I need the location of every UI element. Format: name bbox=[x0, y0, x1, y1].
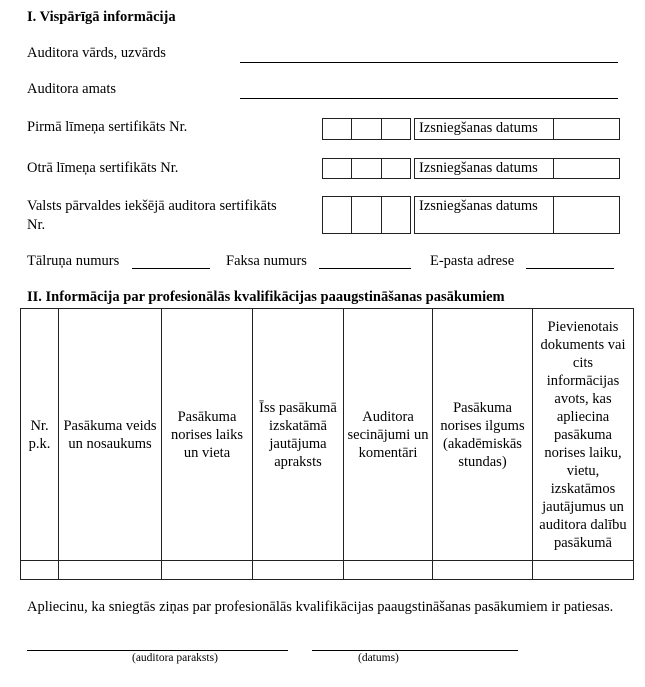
signature-field[interactable] bbox=[27, 650, 288, 651]
issue-date-label: Izsniegšanas datums bbox=[415, 159, 554, 178]
table-cell[interactable] bbox=[59, 561, 162, 580]
column-header: Īss pasākumā izskatāmā jautājuma apraksts bbox=[253, 309, 344, 561]
phone-label: Tālruņa numurs bbox=[27, 253, 120, 269]
date-caption: (datums) bbox=[358, 652, 399, 664]
table-cell[interactable] bbox=[344, 561, 433, 580]
cert1-date-box bbox=[414, 118, 620, 140]
date-field[interactable] bbox=[312, 650, 518, 651]
cert3-label-line2: Nr. bbox=[27, 217, 46, 233]
table-cell[interactable] bbox=[253, 561, 344, 580]
digit-cell[interactable] bbox=[352, 159, 381, 178]
cert2-date-field[interactable] bbox=[554, 159, 619, 178]
table-cell[interactable] bbox=[433, 561, 533, 580]
cert2-date-box bbox=[414, 158, 620, 179]
email-field[interactable] bbox=[526, 268, 614, 269]
position-field[interactable] bbox=[240, 98, 618, 99]
digit-cell[interactable] bbox=[323, 197, 352, 233]
cert1-number-field[interactable] bbox=[322, 118, 411, 140]
table-cell[interactable] bbox=[533, 561, 634, 580]
column-header: Pasākuma norises laiks un vieta bbox=[162, 309, 253, 561]
table-header-row bbox=[21, 309, 634, 561]
cert3-date-field[interactable] bbox=[554, 197, 619, 233]
name-label: Auditora vārds, uzvārds bbox=[27, 45, 166, 61]
cert1-label: Pirmā līmeņa sertifikāts Nr. bbox=[27, 119, 188, 135]
column-header: Nr. p.k. bbox=[21, 309, 59, 561]
column-header: Auditora secinājumi un komentāri bbox=[344, 309, 433, 561]
column-header: Pievienotais dokuments vai cits informācijas avots, kas apliecina pasākuma norises laiku, vietu, izskatāmos jautājumus un auditora dalību pasākumā bbox=[533, 309, 634, 561]
cert2-label: Otrā līmeņa sertifikāts Nr. bbox=[27, 160, 179, 176]
events-table bbox=[20, 308, 634, 580]
issue-date-label: Izsniegšanas datums bbox=[415, 119, 554, 139]
fax-label: Faksa numurs bbox=[226, 253, 307, 269]
position-label: Auditora amats bbox=[27, 81, 116, 97]
signature-caption: (auditora paraksts) bbox=[132, 652, 218, 664]
cert3-label-line1: Valsts pārvaldes iekšējā auditora sertifikāts bbox=[27, 198, 277, 214]
section2-title: II. Informācija par profesionālās kvalifikācijas paaugstināšanas pasākumiem bbox=[27, 289, 505, 305]
digit-cell[interactable] bbox=[352, 119, 381, 139]
table-cell[interactable] bbox=[21, 561, 59, 580]
declaration-text: Apliecinu, ka sniegtās ziņas par profesionālās kvalifikācijas paaugstināšanas pasākumiem ir patiesas. bbox=[27, 599, 614, 615]
name-field[interactable] bbox=[240, 62, 618, 63]
digit-cell[interactable] bbox=[382, 119, 410, 139]
fax-field[interactable] bbox=[319, 268, 411, 269]
digit-cell[interactable] bbox=[323, 159, 352, 178]
phone-field[interactable] bbox=[132, 268, 210, 269]
digit-cell[interactable] bbox=[352, 197, 381, 233]
issue-date-label: Izsniegšanas datums bbox=[415, 197, 554, 233]
section1-title: I. Vispārīgā informācija bbox=[27, 9, 176, 25]
column-header: Pasākuma norises ilgums (akadēmiskās stundas) bbox=[433, 309, 533, 561]
cert3-date-box bbox=[414, 196, 620, 234]
table-cell[interactable] bbox=[162, 561, 253, 580]
digit-cell[interactable] bbox=[382, 197, 410, 233]
cert2-number-field[interactable] bbox=[322, 158, 411, 179]
column-header: Pasākuma veids un nosaukums bbox=[59, 309, 162, 561]
digit-cell[interactable] bbox=[323, 119, 352, 139]
table-row bbox=[21, 561, 634, 580]
email-label: E-pasta adrese bbox=[430, 253, 515, 269]
cert3-number-field[interactable] bbox=[322, 196, 411, 234]
cert1-date-field[interactable] bbox=[554, 119, 619, 139]
digit-cell[interactable] bbox=[382, 159, 410, 178]
